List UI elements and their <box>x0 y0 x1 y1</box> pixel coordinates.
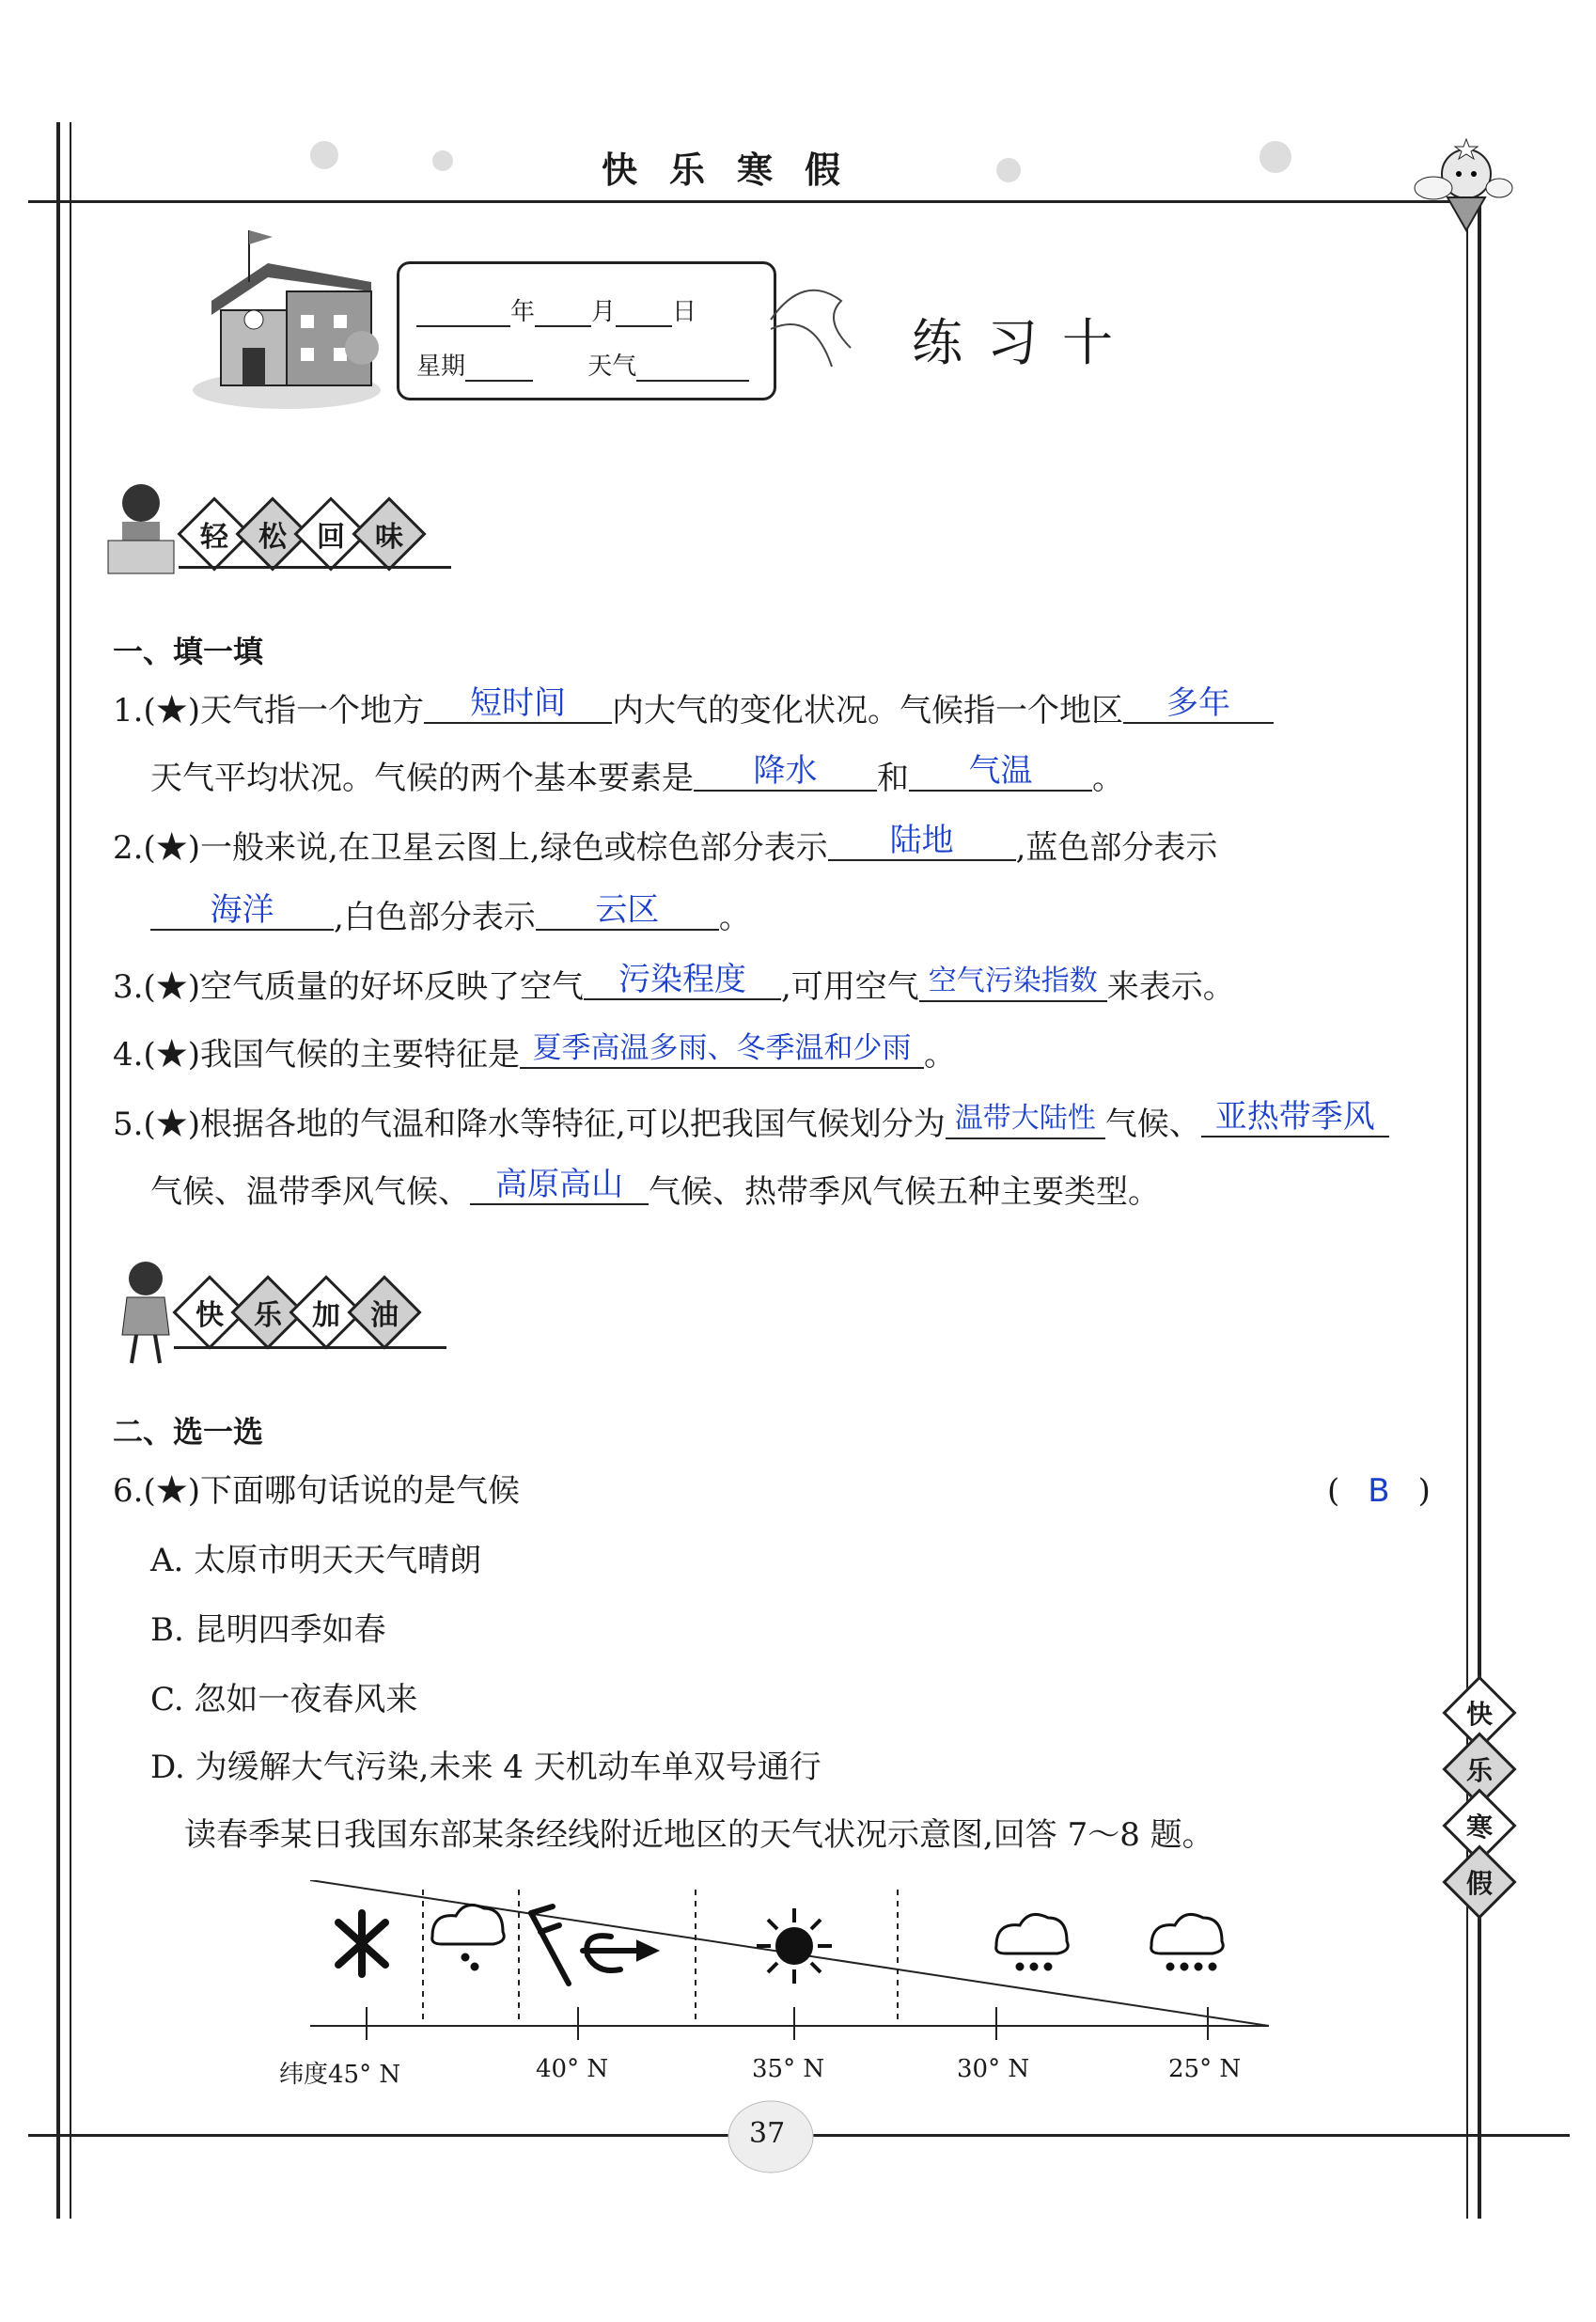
girl-walking-icon <box>113 1255 179 1368</box>
school-house-icon <box>183 226 390 414</box>
exercise-title: 练习十 <box>912 313 1137 372</box>
banner-underline <box>179 566 451 569</box>
banner-char: 乐 <box>230 1275 305 1349</box>
answer-blank[interactable]: 空气污染指数 <box>919 963 1107 1002</box>
banner-char: 油 <box>347 1275 421 1349</box>
side-tab: 乐 <box>1442 1732 1516 1806</box>
year-blank <box>416 303 510 327</box>
latitude-label: 25° N <box>1168 2055 1242 2083</box>
latitude-label: 纬度45° N <box>279 2061 401 2089</box>
header-title: 快乐寒假 <box>602 149 873 191</box>
question-4: 4.(★)我国气候的主要特征是 夏季高温多雨、冬季温和少雨 。 <box>113 1031 956 1074</box>
question-1-line1: 1.(★)天气指一个地方 短时间 内大气的变化状况。气候指一个地区 多年 <box>113 692 1274 731</box>
right-border-inner <box>1466 197 1468 2219</box>
side-tab: 寒 <box>1442 1788 1516 1862</box>
weather-blank <box>636 357 749 382</box>
answer-blank[interactable]: 海洋 <box>150 891 334 931</box>
answer-blank[interactable]: 夏季高温多雨、冬季温和少雨 <box>520 1029 924 1069</box>
left-border <box>56 122 60 2219</box>
page-number: 37 <box>749 2117 786 2150</box>
day-blank <box>616 303 672 327</box>
banner-underline <box>174 1346 446 1349</box>
question-6-stem: 6.(★)下面哪句话说的是气候 <box>113 1472 520 1510</box>
answer-blank[interactable]: 短时间 <box>424 684 612 724</box>
year-label: 年 <box>510 298 536 326</box>
side-tab: 快 <box>1442 1675 1516 1749</box>
boy-reading-icon <box>103 475 179 588</box>
banner-char: 加 <box>289 1275 363 1349</box>
section2-heading: 二、选一选 <box>113 1414 264 1450</box>
answer-blank[interactable]: 多年 <box>1123 684 1274 724</box>
section2-banner <box>183 1286 411 1339</box>
banner-char: 轻 <box>177 496 251 571</box>
wind-icon <box>531 1906 653 1984</box>
banner-char: 回 <box>293 496 368 571</box>
answer-blank[interactable]: 陆地 <box>828 822 1016 861</box>
side-tab: 假 <box>1442 1844 1516 1919</box>
option-a[interactable]: A. 太原市明天天气晴朗 <box>150 1542 482 1579</box>
answer-blank[interactable]: 高原高山 <box>470 1166 649 1205</box>
choice-answer[interactable]: B <box>1368 1472 1390 1510</box>
answer-paren: ( B ) <box>1327 1472 1431 1510</box>
answer-blank[interactable]: 降水 <box>694 752 877 792</box>
decor-dot <box>996 158 1021 182</box>
answer-blank[interactable]: 亚热带季风 <box>1201 1098 1389 1137</box>
section1-heading: 一、填一填 <box>113 634 264 669</box>
snow-icon <box>338 1913 385 1974</box>
fairy-mascot-icon <box>1410 132 1513 235</box>
latitude-label: 35° N <box>752 2055 825 2083</box>
question-5-line1: 5.(★)根据各地的气温和降水等特征,可以把我国气候划分为 温带大陆性 气候、 亚热带季风 <box>113 1106 1389 1147</box>
day-label: 日 <box>672 298 697 326</box>
heavy-rain-icon <box>1151 1914 1224 1969</box>
header-rule <box>28 200 1457 203</box>
latitude-label: 30° N <box>957 2055 1030 2083</box>
decor-dot <box>1260 141 1291 173</box>
weekday-label: 星期 <box>416 353 466 381</box>
answer-blank[interactable]: 污染程度 <box>584 961 781 1000</box>
answer-blank[interactable]: 温带大陆性 <box>946 1100 1105 1139</box>
question-1-line2: 天气平均状况。气候的两个基本要素是 降水 和 气温 。 <box>150 752 1124 797</box>
option-d[interactable]: D. 为缓解大气污染,未来 4 天机动车单双号通行 <box>150 1749 821 1786</box>
question-2-line2: 海洋 ,白色部分表示 云区 。 <box>150 899 751 938</box>
answer-blank[interactable]: 云区 <box>536 891 719 931</box>
decor-dot <box>310 141 338 169</box>
question-5-line2: 气候、温带季风气候、 高原高山 气候、热带季风气候五种主要类型。 <box>150 1166 1160 1211</box>
question-3: 3.(★)空气质量的好坏反映了空气 污染程度 ,可用空气 空气污染指数 来表示。 <box>113 961 1235 1006</box>
weather-label: 天气 <box>587 353 637 381</box>
decor-swirl-icon <box>766 263 860 376</box>
option-b[interactable]: B. 昆明四季如春 <box>150 1611 386 1649</box>
moderate-rain-icon <box>996 1914 1069 1969</box>
date-box <box>397 261 776 400</box>
banner-char: 味 <box>352 496 426 571</box>
left-border-inner <box>70 122 71 2219</box>
answer-blank[interactable]: 气温 <box>909 752 1092 792</box>
weekday-blank <box>465 357 533 382</box>
option-c[interactable]: C. 忽如一夜春风来 <box>150 1681 418 1718</box>
section1-banner <box>188 508 415 560</box>
question-2-line1: 2.(★)一般来说,在卫星云图上,绿色或棕色部分表示 陆地 ,蓝色部分表示 <box>113 822 1218 867</box>
month-blank <box>535 303 591 327</box>
month-label: 月 <box>591 298 617 326</box>
banner-char: 松 <box>235 496 309 571</box>
banner-char: 快 <box>172 1275 246 1349</box>
sunny-icon <box>757 1908 832 1984</box>
latitude-label: 40° N <box>536 2055 609 2083</box>
light-rain-icon <box>432 1905 505 1969</box>
reading-prompt: 读春季某日我国东部某条经线附近地区的天气状况示意图,回答 7～8 题。 <box>184 1816 1214 1854</box>
decor-dot <box>432 150 453 171</box>
